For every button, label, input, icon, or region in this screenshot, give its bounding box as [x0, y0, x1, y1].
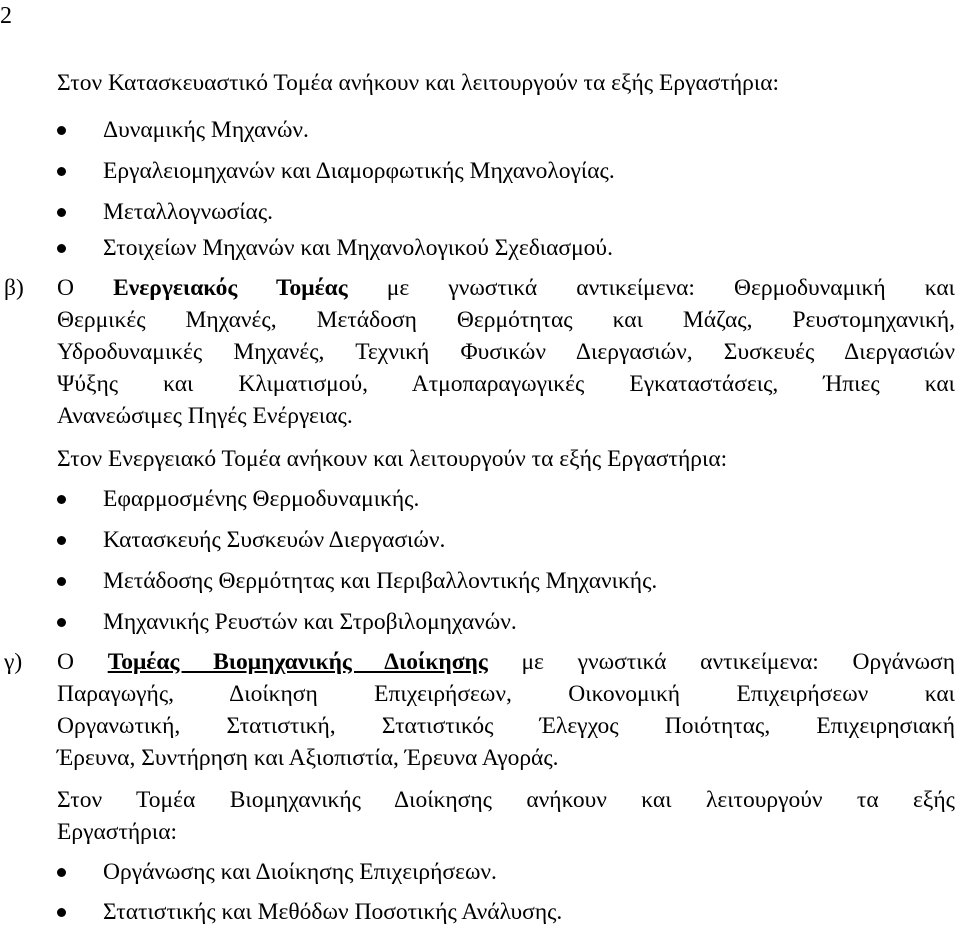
sector-name: Τομέας Βιομηχανικής Διοίκησης	[107, 649, 488, 675]
section-b-body	[57, 272, 955, 432]
bullet-icon	[57, 244, 66, 253]
lab-name: Μεταλλογνωσίας.	[103, 199, 274, 225]
section-c-labs-intro-line-1: Στον Τομέα Βιομηχανικής Διοίκησης ανήκουν και λειτουργούν τα εξής	[57, 787, 955, 813]
section-c-line-1: Ο Τομέας Βιομηχανικής Διοίκησης με γνωστικά αντικείμενα: Οργάνωση	[57, 649, 955, 675]
list-item	[0, 483, 960, 515]
bullet-icon	[57, 868, 66, 877]
section-b-line-1: Ο Ενεργειακός Τομέας με γνωστικά αντικείμενα: Θερμοδυναμική και	[57, 275, 956, 301]
lab-name: Εργαλειομηχανών και Διαμορφωτικής Μηχανολογίας.	[103, 158, 615, 184]
bullet-icon	[57, 618, 66, 627]
list-item	[0, 606, 960, 638]
section-b-line-4: Ψύξης και Κλιματισμού, Ατμοπαραγωγικές Εγκαταστάσεις, Ήπιες και	[57, 371, 955, 397]
list-item	[0, 232, 960, 264]
section-b-line-5: Ανανεώσιμες Πηγές Ενέργειας.	[57, 403, 353, 429]
section-c-line-3: Οργανωτική, Στατιστική, Στατιστικός Έλεγχος Ποιότητας, Επιχειρησιακή	[57, 713, 955, 739]
section-c-marker: γ)	[4, 649, 23, 675]
list-item	[0, 196, 960, 228]
bullet-icon	[57, 536, 66, 545]
bullet-icon	[57, 167, 66, 176]
section-b-line-3: Υδροδυναμικές Μηχανές, Τεχνική Φυσικών Διεργασιών, Συσκευές Διεργασιών	[57, 339, 955, 365]
lab-name: Οργάνωσης και Διοίκησης Επιχειρήσεων.	[103, 859, 497, 885]
section-c-labs-intro-line-2: Εργαστήρια:	[57, 819, 178, 845]
intro-a-text: Στον Κατασκευαστικό Τομέα ανήκουν και λειτουργούν τα εξής Εργαστήρια:	[57, 70, 780, 96]
lab-name: Στατιστικής και Μεθόδων Ποσοτικής Ανάλυσης.	[103, 899, 563, 925]
bullet-icon	[57, 577, 66, 586]
list-item	[0, 896, 960, 928]
list-item	[0, 856, 960, 888]
list-item	[0, 524, 960, 556]
bullet-icon	[57, 495, 66, 504]
list-item	[0, 565, 960, 597]
bullet-icon	[57, 208, 66, 217]
section-c-line-4: Έρευνα, Συντήρηση και Αξιοπιστία, Έρευνα Αγοράς.	[57, 745, 559, 771]
section-c-body	[57, 646, 955, 774]
sector-name: Ενεργειακός Τομέας	[113, 275, 348, 301]
page-number: 2	[0, 3, 12, 29]
bullet-icon	[57, 908, 66, 917]
lab-name: Στοιχείων Μηχανών και Μηχανολογικού Σχεδιασμού.	[103, 235, 613, 261]
section-b-labs-intro: Στον Ενεργειακό Τομέα ανήκουν και λειτουργούν τα εξής Εργαστήρια:	[57, 446, 728, 472]
lab-name: Μετάδοσης Θερμότητας και Περιβαλλοντικής Μηχανικής.	[103, 568, 658, 594]
section-c-line-2: Παραγωγής, Διοίκηση Επιχειρήσεων, Οικονομική Επιχειρήσεων και	[57, 681, 955, 707]
section-c-labs-intro	[57, 784, 955, 848]
lab-name: Εφαρμοσμένης Θερμοδυναμικής.	[103, 486, 420, 512]
lab-name: Μηχανικής Ρευστών και Στροβιλομηχανών.	[103, 609, 517, 635]
list-item	[0, 114, 960, 146]
lab-name: Δυναμικής Μηχανών.	[103, 117, 309, 143]
list-item	[0, 155, 960, 187]
lab-name: Κατασκευής Συσκευών Διεργασιών.	[103, 527, 446, 553]
bullet-icon	[57, 126, 66, 135]
section-b-marker: β)	[4, 275, 24, 301]
section-b-line-2: Θερμικές Μηχανές, Μετάδοση Θερμότητας και Μάζας, Ρευστομηχανική,	[57, 307, 955, 333]
